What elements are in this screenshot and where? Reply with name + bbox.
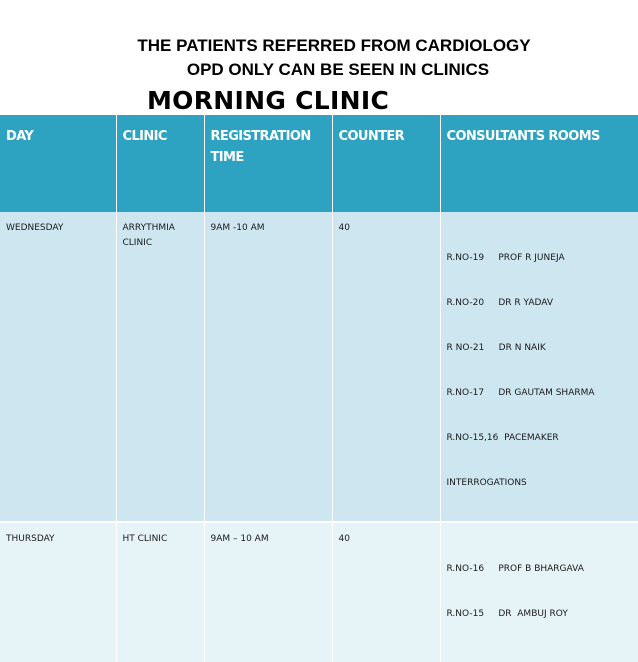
cell-day: THURSDAY: [0, 522, 116, 662]
cell-clinic: ARRYTHMIA CLINIC: [116, 212, 204, 522]
column-header-consultants-rooms: CONSULTANTS ROOMS: [440, 115, 638, 212]
cell-counter: 40: [332, 212, 440, 522]
notice-line-1: THE PATIENTS REFERRED FROM CARDIOLOGY: [137, 36, 531, 55]
room-entry: R.NO-16 PROF B BHARGAVA: [446, 564, 584, 574]
room-entry: R NO-21 DR N NAIK: [446, 343, 546, 353]
column-header-day: DAY: [0, 115, 116, 212]
column-header-counter: COUNTER: [332, 115, 440, 212]
cell-time: 9AM – 10 AM: [204, 522, 332, 662]
room-entry: INTERROGATIONS: [446, 478, 527, 488]
clinic-schedule-table: [0, 115, 638, 662]
room-entry: R.NO-19 PROF R JUNEJA: [446, 253, 565, 263]
table-row: [0, 522, 638, 662]
column-header-registration-time: REGISTRATION TIME: [204, 115, 332, 212]
cell-consultants-rooms: [440, 522, 638, 662]
page-title: MORNING CLINIC: [147, 86, 390, 115]
column-header-clinic: CLINIC: [116, 115, 204, 212]
room-entry: R.NO-15,16 PACEMAKER: [446, 433, 559, 443]
cell-consultants-rooms: [440, 212, 638, 522]
cell-counter: 40: [332, 522, 440, 662]
room-entry: R.NO-20 DR R YADAV: [446, 298, 553, 308]
notice-line-2: OPD ONLY CAN BE SEEN IN CLINICS: [186, 60, 490, 79]
table-row: [0, 212, 638, 522]
room-entry: R.NO-17 DR GAUTAM SHARMA: [446, 388, 595, 398]
cell-time: 9AM -10 AM: [204, 212, 332, 522]
cell-clinic: HT CLINIC: [116, 522, 204, 662]
room-entry: R.NO-15 DR AMBUJ ROY: [446, 609, 568, 619]
cell-day: WEDNESDAY: [0, 212, 116, 522]
table-header-row: [0, 115, 638, 212]
